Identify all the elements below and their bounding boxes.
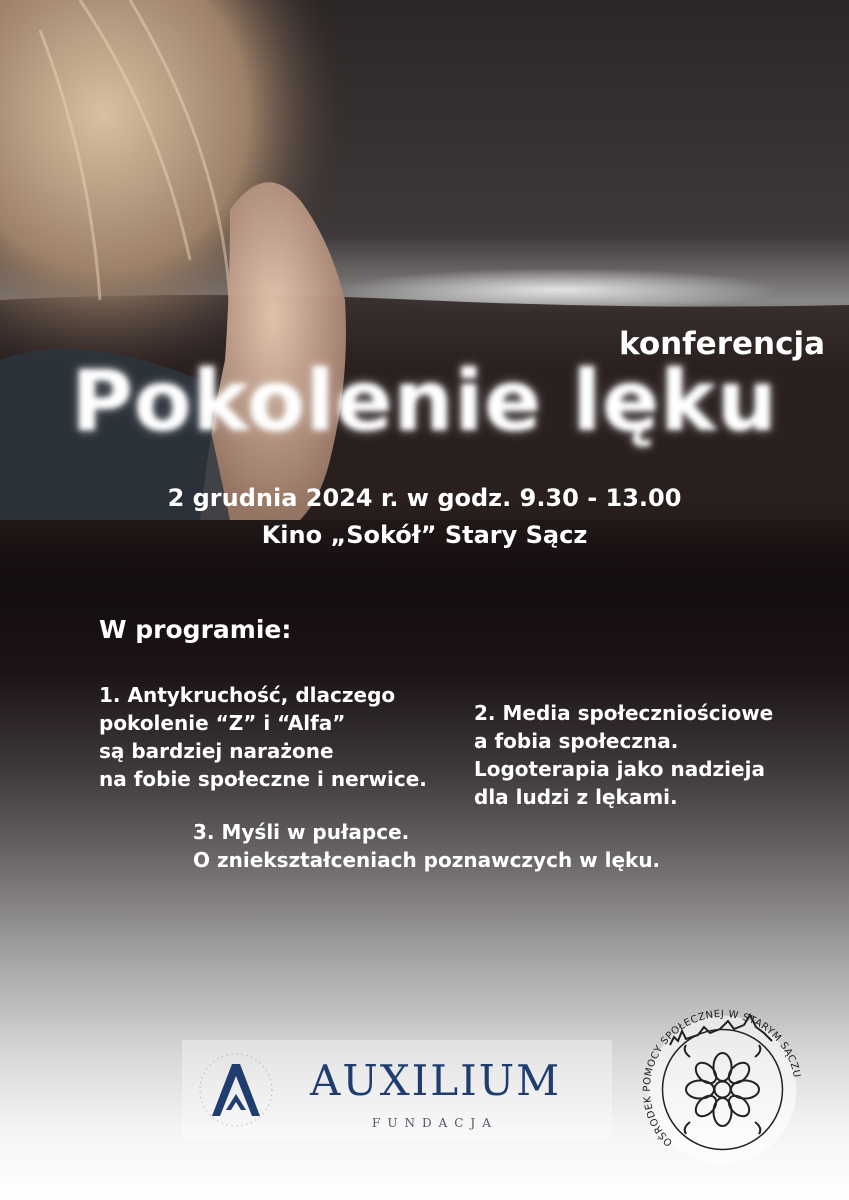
event-venue: Kino „Sokół” Stary Sącz [261, 521, 588, 549]
program-item-line: a fobia społeczna. [474, 729, 679, 753]
program-item-2 [474, 699, 773, 811]
auxilium-name: AUXILIUM [310, 1056, 562, 1105]
program-item-line: 1. Antykruchość, dlaczego [99, 683, 396, 707]
program-item-line: Logoterapia jako nadzieja [474, 757, 765, 781]
program-heading: W programie: [99, 615, 292, 644]
event-type-label: konferencja [619, 326, 825, 362]
ops-ring-text: OŚRODEK POMOCY SPOŁECZNEJ W STARYM SĄCZU [642, 1008, 803, 1148]
auxilium-mark-icon [196, 1050, 276, 1130]
program-item-line: pokolenie “Z” i “Alfa” [99, 711, 346, 735]
program-item-line: są bardziej narażone [99, 739, 334, 763]
program-item-line: 3. Myśli w pułapce. [193, 820, 410, 844]
program-item-line: dla ludzi z lękami. [474, 785, 678, 809]
program-item-3 [193, 818, 660, 874]
program-item-line: na fobie społeczne i nerwice. [99, 767, 427, 791]
program-item-line: 2. Media społeczniościowe [474, 701, 774, 725]
event-date: 2 grudnia 2024 r. w godz. 9.30 - 13.00 [167, 484, 682, 512]
program-item-1 [99, 681, 427, 793]
auxilium-logo [182, 1040, 612, 1140]
ops-stary-sacz-logo-icon [640, 1007, 805, 1172]
auxilium-subtitle: FUNDACJA [372, 1116, 498, 1130]
poster-title: Pokolenie lęku [71, 352, 778, 450]
program-item-line: O zniekształceniach poznawczych w lęku. [193, 848, 661, 872]
